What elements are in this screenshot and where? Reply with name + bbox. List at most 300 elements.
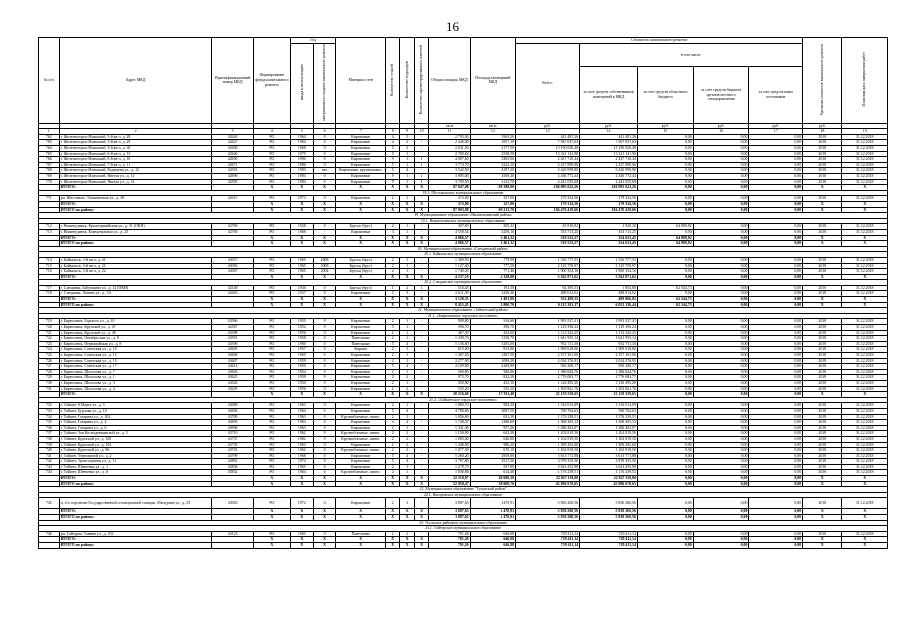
table-cell: 1 536 777,55 [580,257,638,263]
table-cell: 0 [313,358,336,364]
table-cell: 3 995,00 [429,174,470,180]
table-cell: ИТОГО по району: [59,302,212,308]
table-cell: 1 [400,162,414,168]
table-cell: X [290,476,313,482]
table-cell: 1099,20 [470,358,515,364]
table-cell: 0,00 [749,543,803,549]
table-cell: 4 [400,168,414,174]
table-cell: 1990 [290,157,313,163]
table-cell: 184 470 419,66 [516,207,580,213]
table-cell: ИТОГО: [59,274,212,280]
table-cell: 31.12.2018 [842,229,888,235]
table-cell: X [414,185,428,191]
table-cell: 0 [313,369,336,375]
table-cell: 815,00 [470,347,515,353]
table-cell: 22 927 119,00 [580,476,638,482]
table-cell: 2 [385,414,399,420]
table-cell: 0,00 [637,543,693,549]
table-cell: Брусья (брус) [336,263,386,269]
table-cell: 1965 [290,531,313,537]
table-cell: Панельные [336,531,386,537]
table-cell: 1 [400,380,414,386]
table-cell: 319 523,27 [516,241,580,247]
table-cell: 2 [385,431,399,437]
table-cell: 8 415,45 [429,302,470,308]
table-cell: 1 [400,151,414,157]
table-cell: 3 [385,291,399,297]
table-cell: 31.12.2018 [842,319,888,325]
page-number: 16 [446,19,459,34]
table-cell: X [842,207,888,213]
table-cell: 0,00 [749,269,803,275]
table-cell: 2 [385,436,399,442]
table-cell: 3097,50 [470,408,515,414]
table-cell [39,543,60,549]
table-cell: X [313,241,336,247]
table-cell: 0,00 [749,425,803,431]
table-cell: 4197,20 [470,168,515,174]
table-cell: 2 034 376,91 [516,358,580,364]
table-cell: Кирпичные [336,229,386,235]
table-cell: 2 [385,269,399,275]
table-cell: 916,60 [470,319,515,325]
table-cell: 0,00 [637,174,693,180]
table-cell: 0,00 [693,274,749,280]
table-cell: 0,00 [693,325,749,331]
table-cell: 0,00 [693,464,749,470]
table-cell: 43591 [212,336,253,342]
table-cell: 0,00 [749,436,803,442]
section-heading: 18.3. Шестаковское муниципальное образование [39,190,888,196]
table-cell: 42615 [212,196,253,202]
table-cell: РО [253,325,290,331]
header-num: № п/п [39,38,60,124]
table-cell: X [336,235,386,241]
table-cell: 729 411,14 [580,543,638,549]
table-cell: X [842,201,888,207]
table-cell: 5 420 999,80 [516,168,580,174]
table-cell: 0 [414,509,428,515]
table-cell: 1 [400,229,414,235]
table-cell: 396,70 [470,325,515,331]
table-cell: 13 321 141,90 [580,151,638,157]
table-cell: г. Бирюсинск, Советская ул., д. 15 [59,358,212,364]
table-cell: - [414,269,428,275]
table-cell: 2018 [803,420,842,426]
table-cell: 0 [313,364,336,370]
table-cell: 0,00 [693,431,749,437]
header-year-repair: завершения последнего капитального ремонта [313,44,336,124]
table-cell: рп. Тайтурка, Томина ул., д. 102 [59,531,212,537]
table-cell: 31.12.2018 [842,347,888,353]
table-cell: РО [253,425,290,431]
table-cell: 3508,40 [470,174,515,180]
table-cell: 1 [400,269,414,275]
table-cell: 2018 [803,375,842,381]
table-cell: 0,00 [693,151,749,157]
table-cell: 43596 [212,341,253,347]
table-cell: Кирпичные [336,330,386,336]
table-cell: 0,00 [749,408,803,414]
table-cell: 1955 [290,319,313,325]
table-cell: X [385,241,399,247]
table-cell: X [385,235,399,241]
table-cell [212,543,253,549]
table-cell: 43057 [212,257,253,263]
table-cell: 0,00 [693,157,749,163]
table-cell: 0,00 [693,341,749,347]
table-cell: РО [253,380,290,386]
table-cell: - [414,369,428,375]
table-cell: г. Тайшет, Терешковой ул., д. 2 [59,453,212,459]
table-cell: 6 115 281,17 [516,302,580,308]
table-cell: 1965 [290,269,313,275]
table-cell: 0 [313,146,336,152]
table-cell: 43614 [212,364,253,370]
table-cell: 1 339,70 [429,336,470,342]
table-cell: X [313,297,336,303]
table-cell: 2018 [803,285,842,291]
table-cell: РО [253,140,290,146]
table-cell: 0 [313,196,336,202]
table-cell: 0,00 [637,341,693,347]
table-cell: РО [253,269,290,275]
table-cell: X [253,297,290,303]
table-cell: 1965 [290,353,313,359]
table-cell: 0,00 [749,140,803,146]
table-cell: 746 [39,531,60,537]
table-cell: 13 190 026,48 [516,146,580,152]
table-cell: - [414,168,428,174]
section-heading: 19.1. Нижнеилимское муниципальное образование [39,218,888,224]
table-cell: 5 420 999,80 [580,168,638,174]
table-cell: 1 [400,174,414,180]
table-cell: 0,00 [749,537,803,543]
table-cell: - [414,151,428,157]
table-cell: 0,00 [693,174,749,180]
table-cell: РО [253,168,290,174]
table-cell: 1 641 955,14 [580,336,638,342]
table-cell: 13 321 141,90 [516,151,580,157]
table-cell: 43700 [212,414,253,420]
table-cell: 0,00 [749,179,803,185]
header-owners: за счет средств собственников помещений в МКД [580,66,638,123]
table-cell: X [336,201,386,207]
table-cell: 765 [39,151,60,157]
table-cell: Кирпичные [336,369,386,375]
table-cell: - [414,319,428,325]
table-cell: 4 866,37 [429,235,470,241]
table-cell: 4 [400,364,414,370]
table-cell: 2018 [803,498,842,509]
table-cell: 0,00 [693,386,749,392]
table-cell: 1 [400,358,414,364]
table-cell: X [842,392,888,398]
table-cell: 0,00 [637,364,693,370]
table-cell: РО [253,442,290,448]
table-cell: 42505 [212,179,253,185]
table-cell: 1 158,90 [429,431,470,437]
table-cell: ИТОГО: [59,297,212,303]
table-cell: X [253,302,290,308]
table-cell: 1 [400,425,414,431]
table-cell: 0,00 [693,224,749,230]
table-cell: 32 310,87 [429,476,470,482]
table-cell: - [414,291,428,297]
table-cell: 0 [313,531,336,537]
table-cell: 701,26 [429,531,470,537]
table-cell: 2 328,80 [470,274,515,280]
table-cell: X [313,201,336,207]
section-heading: 21.2. «Тайшетское городское поселение» [39,397,888,403]
table-cell: 0,00 [749,375,803,381]
table-cell: 0,00 [637,257,693,263]
table-cell: 1963 [290,425,313,431]
table-cell: 0,00 [637,380,693,386]
table-cell: - [414,453,428,459]
table-cell: РО [253,263,290,269]
column-number: 15 [637,129,693,135]
table-cell: 1 900 354,10 [516,269,580,275]
table-cell: 179 334,56 [516,196,580,202]
table-cell: 4 237,10 [429,274,470,280]
table-cell: 1 176 239,51 [580,414,638,420]
table-cell: 1 [414,162,428,168]
table-cell: г. Бирюсинск, Крупской ул., д. 47 [59,325,212,331]
table-cell: X [400,241,414,247]
table-cell: X [400,509,414,515]
table-cell: г. Бирюсинск, Горького ул., д. 10 [59,319,212,325]
table-cell: 31.12.2018 [842,353,888,359]
table-cell: 31.12.2018 [842,157,888,163]
table-cell: 0,00 [749,380,803,386]
table-cell: 717 [39,285,60,291]
table-cell: РО [253,146,290,152]
table-cell: РО [253,386,290,392]
section-heading: 22. Муниципальное образование "Тулунский район" [39,487,888,493]
table-cell: 0,00 [749,420,803,426]
column-number: 19 [842,129,888,135]
table-cell: X [253,201,290,207]
table-cell: 1 503 841,76 [516,386,580,392]
table-cell: 1 [400,263,414,269]
table-cell: 20 690,30 [470,476,515,482]
table-cell: X [414,481,428,487]
table-cell: X [400,274,414,280]
table-cell: ИТОГО: [59,235,212,241]
table-cell: X [842,274,888,280]
table-cell: 0,00 [637,336,693,342]
table-cell: 0,00 [637,146,693,152]
table-cell: 1984 [290,179,313,185]
table-cell: 2 [385,196,399,202]
table-cell: г. Тайшет, Гагарина ул., д. 4 [59,420,212,426]
table-cell: 2018 [803,151,842,157]
table-cell: 2018 [803,431,842,437]
table-cell: - [414,442,428,448]
table-cell: 0,00 [693,241,749,247]
table-cell: РО [253,531,290,537]
table-cell: X [313,274,336,280]
table-cell: 1 040,80 [429,470,470,476]
table-cell: г. Железногорск-Илимский, 3-й кв-л, д. 29 [59,140,212,146]
table-cell: X [253,235,290,241]
table-cell: - [414,459,428,465]
table-cell: 0,00 [637,185,693,191]
table-cell: 1 [414,157,428,163]
table-cell: РО [253,157,290,163]
table-cell: X [313,481,336,487]
table-cell: 1963 [290,403,313,409]
table-cell: г. Бирюсинск, Шолохова ул., д. 7 [59,369,212,375]
table-cell: г. Бирюсинск, Шолохова ул., д. 1 [59,375,212,381]
table-cell: 729 411,14 [516,531,580,537]
table-cell: 0,00 [637,509,693,515]
table-cell: 714 [39,257,60,263]
table-cell: - [414,420,428,426]
table-cell: 68 398,80 [470,185,515,191]
table-cell: X [385,297,399,303]
table-cell: 1963 [290,414,313,420]
table-cell: 0,00 [637,425,693,431]
table-cell: 720 [39,325,60,331]
table-cell: 0,00 [693,509,749,515]
table-cell: X [290,509,313,515]
table-cell: 0,00 [749,285,803,291]
table-cell: 0,00 [637,353,693,359]
table-cell: ИТОГО: [59,201,212,207]
table-cell: 1950 [290,380,313,386]
table-cell: 0,00 [693,302,749,308]
table-cell: 0,00 [749,470,803,476]
table-cell: 1 316 013,09 [580,403,638,409]
table-cell: 724 [39,347,60,353]
table-cell: г. Железногорск-Илимский, 6-й кв-л, д. 13 [59,151,212,157]
table-cell: 0,00 [637,325,693,331]
table-cell: 2008 [313,257,336,263]
header-cost-group: Стоимость капитального ремонта [516,38,803,44]
table-cell: 64 889,82 [637,235,693,241]
table-cell: 1962 [290,431,313,437]
table-cell: 31.12.2018 [842,196,888,202]
header-floors: Количество этажей [385,38,399,124]
table-cell: 0,00 [749,353,803,359]
table-cell: 986,20 [470,442,515,448]
table-cell: - [414,336,428,342]
table-cell: 0,00 [637,476,693,482]
table-cell: 2018 [803,414,842,420]
table-cell: Кирпичные [336,380,386,386]
table-cell: 0,00 [749,201,803,207]
table-cell: 62 544,73 [637,297,693,303]
table-cell: 2018 [803,134,842,140]
table-cell: 0,00 [749,448,803,454]
table-body [39,134,888,548]
table-cell: X [253,241,290,247]
table-cell: 31.12.2018 [842,140,888,146]
table-cell: X [253,392,290,398]
table-cell: 3 800,70 [470,302,515,308]
table-cell: X [400,207,414,213]
table-cell: - [414,464,428,470]
table-cell: 31.12.2018 [842,442,888,448]
table-cell: 5 830 260,56 [516,498,580,509]
table-cell: 43680 [212,403,253,409]
table-cell: 5 562 871,62 [516,274,580,280]
table-cell: 767 [39,162,60,168]
table-cell: X [400,302,414,308]
table-cell: 1964 [290,140,313,146]
table-cell: 42769 [212,224,253,230]
header-year-built: ввода в эксплуатацию [290,44,313,124]
table-cell: 0 [313,179,336,185]
table-cell: 4 780,80 [429,408,470,414]
table-cell: 0,00 [749,531,803,537]
table-cell: 0,00 [749,168,803,174]
table-cell: X [803,476,842,482]
table-cell: РО [253,134,290,140]
table-cell: Крупноблочные, панел. [336,448,386,454]
table-cell: 1964 [290,470,313,476]
table-cell: 2 [400,442,414,448]
table-cell: 45 086 678,65 [516,481,580,487]
table-cell: 3256,10 [470,229,515,235]
table-cell: 1963 [290,442,313,448]
table-cell: РО [253,330,290,336]
table-cell: 0,00 [693,140,749,146]
table-cell: 2 426,00 [429,140,470,146]
table-header [39,38,888,135]
table-cell: 0,00 [693,179,749,185]
table-cell: 0,00 [693,257,749,263]
table-cell: 31.12.2018 [842,531,888,537]
table-cell: 0 [313,420,336,426]
table-cell: 1238,70 [470,336,515,342]
table-cell: 64 395,53 [516,285,580,291]
table-cell: 0,00 [749,241,803,247]
table-cell: г. Тайшет, Гагарина ул., д. 102 [59,414,212,420]
table-cell: X [842,476,888,482]
table-cell: 64 889,82 [637,224,693,230]
table-cell: X [385,515,399,521]
table-cell: 0,00 [637,537,693,543]
table-cell: 62 544,73 [637,285,693,291]
table-cell: 31.12.2018 [842,341,888,347]
table-cell: 4 558,54 [429,229,470,235]
table-cell: 0,00 [693,364,749,370]
table-cell: 725 [39,353,60,359]
table-cell: 0,00 [749,509,803,515]
table-cell: 2018 [803,319,842,325]
table-cell: Кирпичные [336,408,386,414]
table-cell: РО [253,470,290,476]
table-cell: X [400,476,414,482]
table-cell: X [385,185,399,191]
table-cell: 5 [385,341,399,347]
column-number: 16 [693,129,749,135]
table-cell: 1 386 644,76 [580,369,638,375]
table-cell: 1963,20 [470,134,515,140]
table-cell: 2018 [803,269,842,275]
table-cell: 184 470 419,66 [580,207,638,213]
table-cell: 737 [39,431,60,437]
table-cell: 42149 [212,285,253,291]
table-cell: г. Тайшет, Бурлова ул., д. 10 [59,408,212,414]
table-cell: X [290,207,313,213]
table-cell: РО [253,375,290,381]
table-cell: 1 316 013,09 [516,403,580,409]
table-cell: 2 780,84 [429,151,470,157]
